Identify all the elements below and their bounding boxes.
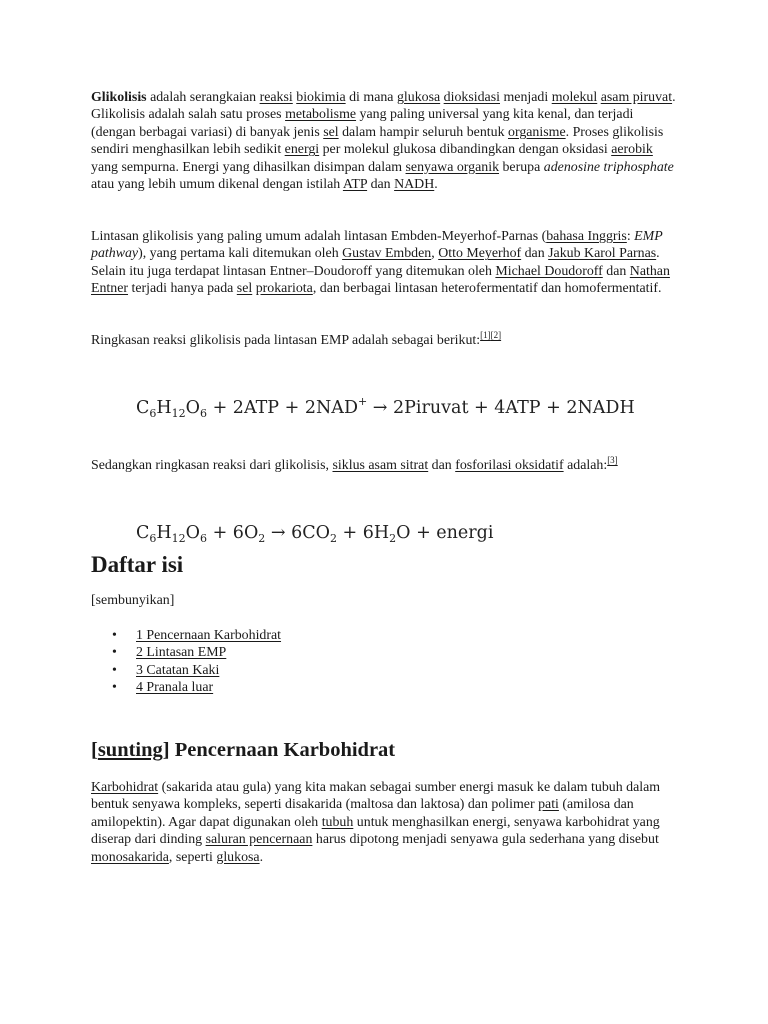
toc-link-pencernaan-karbohidrat[interactable]: 1 Pencernaan Karbohidrat [136, 628, 282, 643]
inline-link[interactable]: sel [323, 124, 339, 140]
bullet-icon: • [112, 645, 117, 661]
glycolysis-equation: $C_6H_{12}O_6 + 2ATP + 2NAD^+$ → 2Piruvat + 4ATP + 2NADH [136, 395, 635, 420]
section-heading-pencernaan-karbohidrat [91, 737, 395, 763]
toc-item [112, 644, 281, 661]
section-title: Pencernaan Karbohidrat [169, 739, 396, 761]
bold-term: Glikolisis [91, 90, 147, 105]
full-oxidation-equation: $C_6H_{12}O_6 + 6O_2 \to 6CO_2 + 6H_2O$ + energi [136, 523, 494, 545]
citation-superscript [491, 330, 502, 340]
citation-link[interactable]: [1] [480, 330, 491, 340]
inline-link[interactable]: glukosa [216, 849, 260, 865]
toc-list [112, 627, 281, 697]
italic-term: adenosine triphosphate [543, 159, 674, 175]
inline-link[interactable]: NADH [394, 177, 435, 193]
inline-link[interactable]: saluran pencernaan [205, 832, 313, 848]
inline-link[interactable]: Gustav Embden [342, 246, 432, 262]
full-reaction-paragraph: Sedangkan ringkasan reaksi dari glikolisis, siklus asam sitrat dan fosforilasi oksidatif adalah:[3] [91, 455, 618, 473]
toc-item [112, 679, 281, 696]
inline-link[interactable]: Nathan Entner [91, 263, 670, 297]
toc-link-catatan-kaki[interactable]: 3 Catatan Kaki [136, 662, 220, 678]
toc-link-lintasan-emp[interactable]: 2 Lintasan EMP [136, 645, 227, 661]
intro-paragraph: Glikolisis adalah serangkaian reaksi biokimia di mana glukosa dioksidasi menjadi molekul asam piruvat. Glikolisis adalah salah satu proses metabolisme yang paling universal yang kita kenal, dan terjadi (dengan berbagai variasi) di banyak jenis sel dalam hampir seluruh bentuk organisme. Proses glikolisis sendiri menghasilkan lebih sedikit energi per molekul glukosa dibandingkan dengan oksidasi aerobik yang sempurna. Energi yang dihasilkan disimpan dalam senyawa organik berupa adenosine triphosphate atau yang lebih umum dikenal dengan istilah ATP dan NADH. [91, 90, 676, 193]
toc-item [112, 662, 281, 679]
toc-item [112, 627, 281, 644]
inline-link[interactable]: molekul [551, 90, 598, 105]
reaction-summary-paragraph: Ringkasan reaksi glikolisis pada lintasan EMP adalah sebagai berikut:[1][2] [91, 330, 502, 348]
inline-link[interactable]: metabolisme [285, 107, 357, 123]
inline-link[interactable]: Otto Meyerhof [438, 246, 522, 262]
inline-link[interactable]: sel [236, 281, 253, 297]
toc-title: Daftar isi [91, 552, 184, 577]
inline-link[interactable]: ATP [342, 177, 368, 193]
inline-link[interactable]: monosakarida [91, 849, 169, 865]
inline-link[interactable]: prokariota [255, 281, 313, 297]
citation-link[interactable]: [3] [607, 455, 618, 465]
inline-link[interactable]: reaksi [259, 90, 293, 105]
toc-hide-toggle[interactable]: [sembunyikan] [91, 593, 175, 608]
pathway-paragraph: Lintasan glikolisis yang paling umum adalah lintasan Embden-Meyerhof-Parnas (bahasa Inggris: EMP pathway), yang pertama kali ditemukan oleh Gustav Embden, Otto Meyerhof dan Jakub Karol Parnas. Selain itu juga terdapat lintasan Entner–Doudoroff yang ditemukan oleh Michael Doudoroff dan Nathan Entner terjadi hanya pada sel prokariota, dan berbagai lintasan heterofermentatif dan homofermentatif. [91, 229, 670, 297]
citation-superscript [607, 455, 618, 465]
section-edit-link[interactable]: sunting [97, 739, 163, 761]
inline-link[interactable]: senyawa organik [405, 159, 500, 175]
edit-bracket-open: [ [91, 739, 98, 761]
bullet-icon: • [112, 628, 117, 643]
inline-link[interactable]: tubuh [321, 814, 354, 830]
bullet-icon: • [112, 680, 117, 696]
inline-link[interactable]: siklus asam sitrat [332, 458, 429, 473]
inline-link[interactable]: Michael Doudoroff [495, 263, 603, 279]
inline-link[interactable]: asam piruvat [600, 90, 673, 105]
inline-link[interactable]: glukosa [396, 90, 441, 105]
inline-link[interactable]: bahasa Inggris [546, 229, 627, 244]
inline-link[interactable]: Jakub Karol Parnas [548, 246, 657, 262]
citation-superscript [480, 330, 491, 340]
inline-link[interactable]: fosforilasi oksidatif [455, 458, 564, 473]
carbohydrate-paragraph: Karbohidrat (sakarida atau gula) yang kita makan sebagai sumber energi masuk ke dalam tubuh dalam bentuk senyawa kompleks, seperti disakarida (maltosa dan laktosa) dan polimer pati (amilosa dan amilopektin). Agar dapat digunakan oleh tubuh untuk menghasilkan energi, senyawa karbohidrat yang diserap dari dinding saluran pencernaan harus dipotong menjadi senyawa gula sederhana yang disebut monosakarida, seperti glukosa. [91, 780, 661, 865]
inline-link[interactable]: aerobik [611, 142, 653, 158]
inline-link[interactable]: Karbohidrat [91, 780, 159, 795]
italic-term: EMP pathway [91, 229, 663, 262]
edit-bracket-close: ] [162, 739, 170, 761]
citation-link[interactable]: [2] [490, 330, 502, 340]
inline-link[interactable]: energi [284, 142, 320, 158]
inline-link[interactable]: dioksidasi [443, 90, 500, 105]
inline-link[interactable]: organisme [508, 124, 566, 140]
toc-link-pranala-luar[interactable]: 4 Pranala luar [136, 680, 214, 696]
inline-link[interactable]: pati [538, 797, 559, 813]
inline-link[interactable]: biokimia [296, 90, 346, 105]
bullet-icon: • [112, 662, 117, 678]
